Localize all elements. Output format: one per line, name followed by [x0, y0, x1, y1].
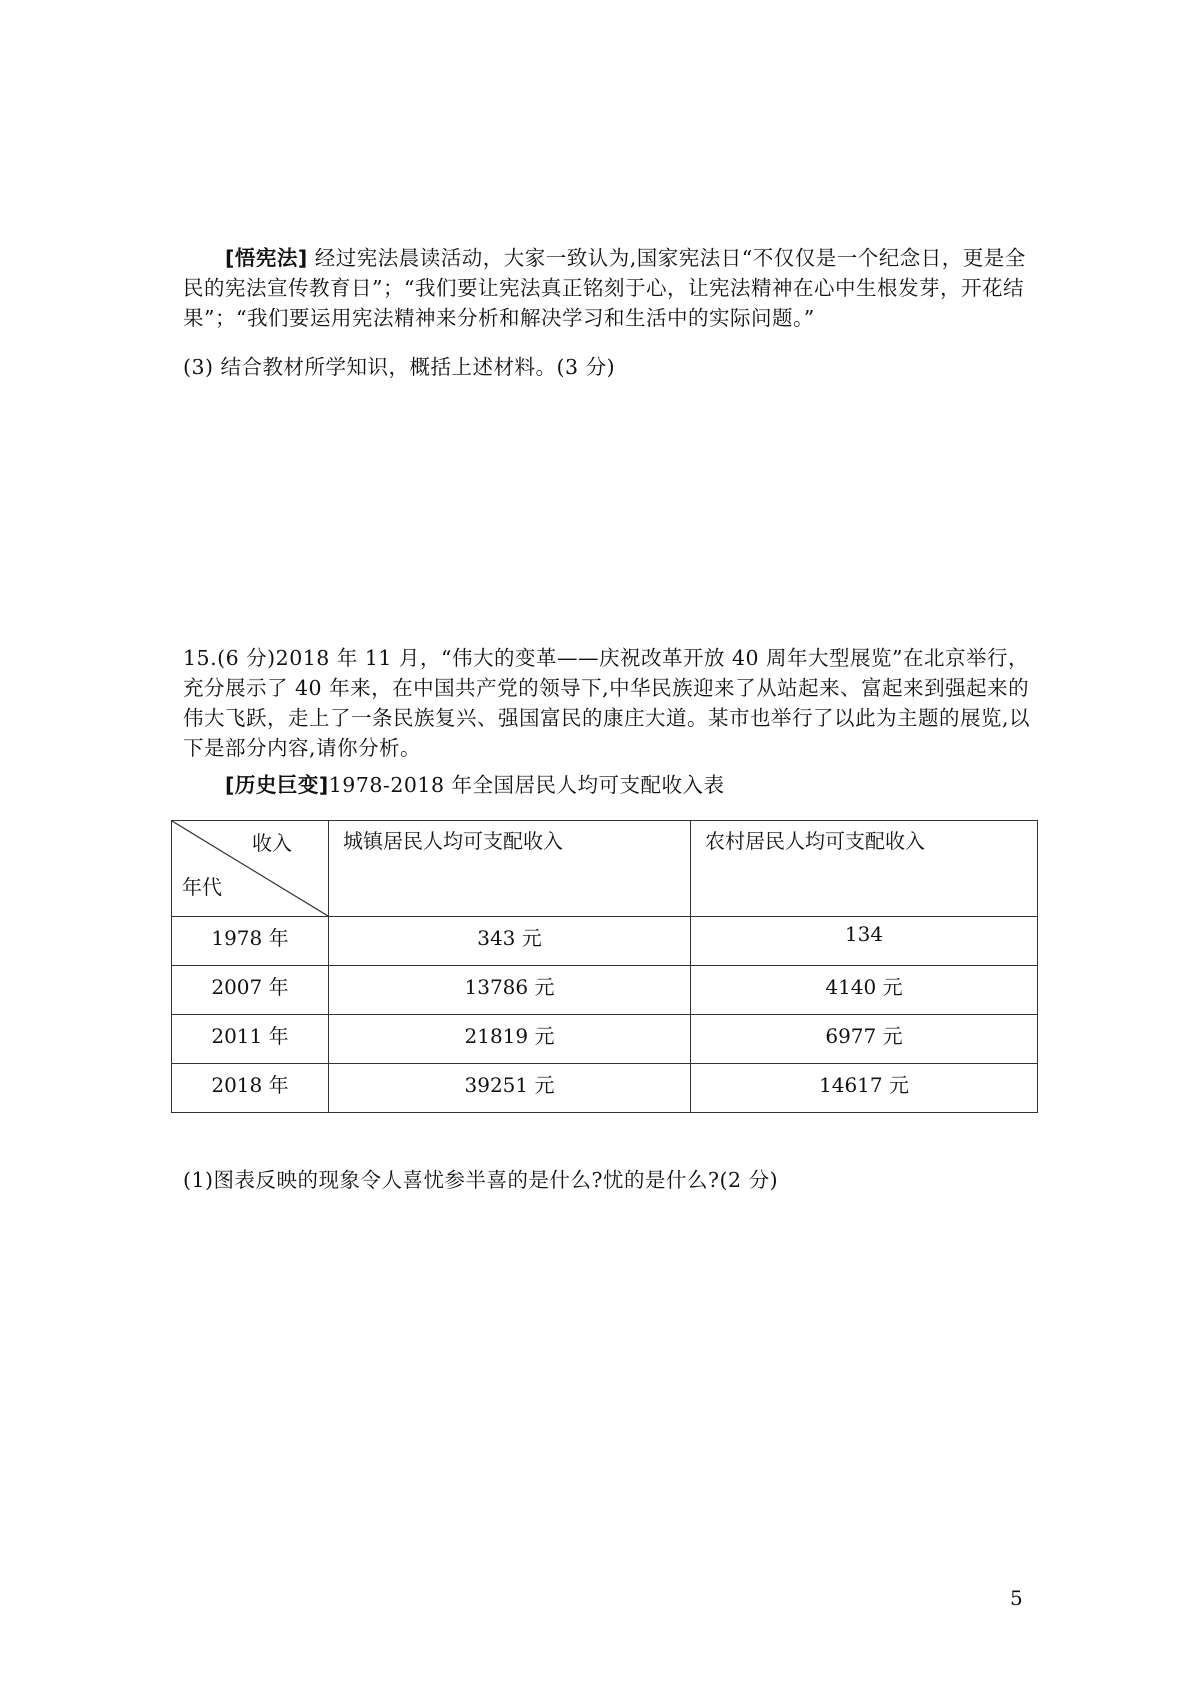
table-row — [172, 917, 1038, 966]
corner-label-year: 年代 — [182, 875, 222, 899]
table-caption-tag: [历史巨变] — [225, 773, 329, 797]
year-cell: 2018 年 — [172, 1064, 329, 1113]
header-urban: 城镇居民人均可支配收入 — [329, 821, 691, 917]
rural-income-cell: 134 — [691, 917, 1038, 966]
urban-income-cell: 21819 元 — [329, 1015, 691, 1064]
urban-income-cell: 343 元 — [329, 917, 691, 966]
income-table — [171, 820, 1038, 1113]
page-number: 5 — [1010, 1586, 1023, 1610]
constitution-text: 经过宪法晨读活动，大家一致认为,国家宪法日“不仅仅是一个纪念日，更是全民的宪法宣传教育日”；“我们要让宪法真正铭刻于心，让宪法精神在心中生根发芽，开花结果”；“我们要运用宪法精神来分析和解决学习和生活中的实际问题。” — [183, 246, 1026, 330]
table-row — [172, 1064, 1038, 1113]
table-header-row — [172, 821, 1038, 917]
table-row — [172, 966, 1038, 1015]
corner-diagonal-line — [172, 821, 328, 916]
urban-income-cell: 39251 元 — [329, 1064, 691, 1113]
header-rural: 农村居民人均可支配收入 — [691, 821, 1038, 917]
rural-income-cell: 4140 元 — [691, 966, 1038, 1015]
question-3: (3) 结合教材所学知识，概括上述材料。(3 分) — [183, 355, 616, 379]
year-cell: 2007 年 — [172, 966, 329, 1015]
rural-income-cell: 14617 元 — [691, 1064, 1038, 1113]
year-cell: 2011 年 — [172, 1015, 329, 1064]
rural-income-cell: 6977 元 — [691, 1015, 1038, 1064]
table-row — [172, 1015, 1038, 1064]
question-15-stem: 15.(6 分)2018 年 11 月，“伟大的变革——庆祝改革开放 40 周年大型展览”在北京举行，充分展示了 40 年来，在中国共产党的领导下,中华民族迎来了从站起来、富起来到强起来的伟大飞跃，走上了一条民族复兴、强国富民的康庄大道。某市也举行了以此为主题的展览,以下是部分内容,请你分析。 — [183, 646, 1031, 760]
constitution-tag: [悟宪法] — [225, 246, 308, 270]
table-caption — [183, 770, 1033, 800]
constitution-paragraph — [183, 243, 1033, 333]
question-15-1: (1)图表反映的现象令人喜忧参半喜的是什么?忧的是什么?(2 分) — [183, 1168, 779, 1192]
year-cell: 1978 年 — [172, 917, 329, 966]
table-caption-text: 1978-2018 年全国居民人均可支配收入表 — [328, 773, 725, 797]
corner-label-income: 收入 — [252, 831, 292, 855]
table-corner-cell — [172, 821, 329, 917]
urban-income-cell: 13786 元 — [329, 966, 691, 1015]
